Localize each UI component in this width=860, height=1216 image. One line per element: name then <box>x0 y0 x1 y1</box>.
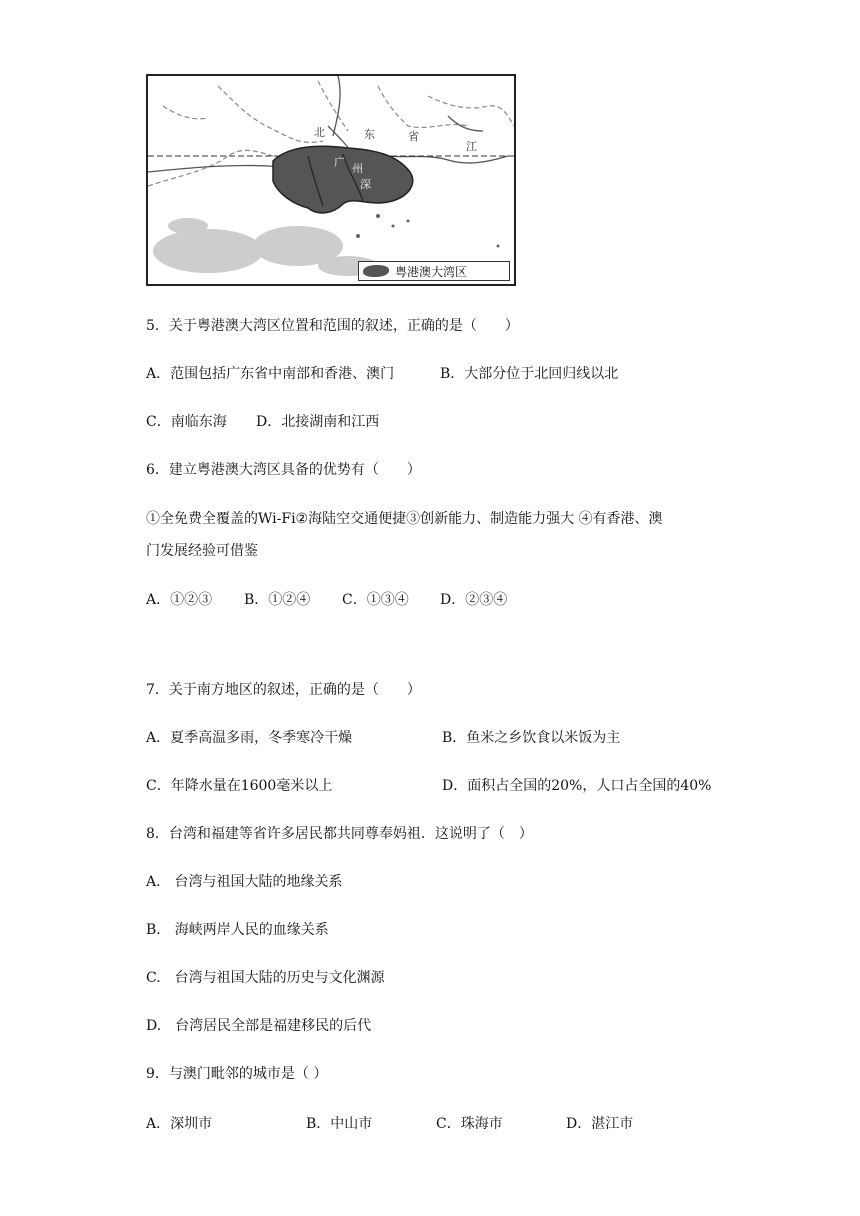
map-label-3: 省 <box>408 130 419 143</box>
q5-option-c: C．南临东海 <box>146 414 227 430</box>
q5-option-a: A．范围包括广东省中南部和香港、澳门 <box>146 366 395 382</box>
q6-body-line1: ①全免费全覆盖的Wi-Fi②海陆空交通便捷③创新能力、制造能力强大 ④有香港、澳 <box>146 511 663 527</box>
q6-option-b: B．①②④ <box>244 592 311 608</box>
q9-stem: 9．与澳门毗邻的城市是（ ） <box>146 1066 328 1082</box>
legend-swatch <box>363 265 389 277</box>
map-drawing <box>148 76 514 284</box>
q7-option-b: B．鱼米之乡饮食以米饭为主 <box>442 730 621 746</box>
q6-stem: 6．建立粤港澳大湾区具备的优势有（ ） <box>146 462 421 478</box>
map-label-1: 北 <box>314 126 325 139</box>
q6-option-d: D．②③④ <box>440 592 508 608</box>
map-label-4: 江 <box>466 140 477 153</box>
q5-stem: 5．关于粤港澳大湾区位置和范围的叙述，正确的是（ ） <box>146 318 519 334</box>
map-label-5: 广 <box>334 156 345 169</box>
q6-option-c: C．①③④ <box>342 592 409 608</box>
q8-option-c: C. 台湾与祖国大陆的历史与文化渊源 <box>146 970 385 986</box>
q6-option-a: A．①②③ <box>146 592 213 608</box>
q9-option-a: A．深圳市 <box>146 1116 213 1132</box>
legend-label: 粤港澳大湾区 <box>395 264 468 279</box>
q8-stem: 8．台湾和福建等省许多居民都共同尊奉妈祖．这说明了（ ） <box>146 826 533 842</box>
q9-option-c: C．珠海市 <box>436 1116 503 1132</box>
q8-option-a: A. 台湾与祖国大陆的地缘关系 <box>146 874 343 890</box>
map-label-6: 州 <box>352 162 363 175</box>
q9-option-d: D．湛江市 <box>566 1116 634 1132</box>
q5-option-d: D．北接湖南和江西 <box>256 414 380 430</box>
q7-stem: 7．关于南方地区的叙述，正确的是（ ） <box>146 682 421 698</box>
q9-option-b: B．中山市 <box>306 1116 373 1132</box>
map-label-7: 深 <box>360 178 371 191</box>
q8-option-b: B. 海峡两岸人民的血缘关系 <box>146 922 329 938</box>
q7-option-a: A．夏季高温多雨，冬季寒冷干燥 <box>146 730 353 746</box>
q7-option-d: D．面积占全国的20%，人口占全国的40% <box>442 778 712 794</box>
map-legend <box>358 261 510 281</box>
map-label-2: 东 <box>364 128 375 141</box>
q6-body-line2: 门发展经验可借鉴 <box>146 543 258 559</box>
bay-area-map <box>146 74 516 286</box>
q5-option-b: B．大部分位于北回归线以北 <box>440 366 619 382</box>
q8-option-d: D. 台湾居民全部是福建移民的后代 <box>146 1018 372 1034</box>
q7-option-c: C．年降水量在1600毫米以上 <box>146 778 333 794</box>
